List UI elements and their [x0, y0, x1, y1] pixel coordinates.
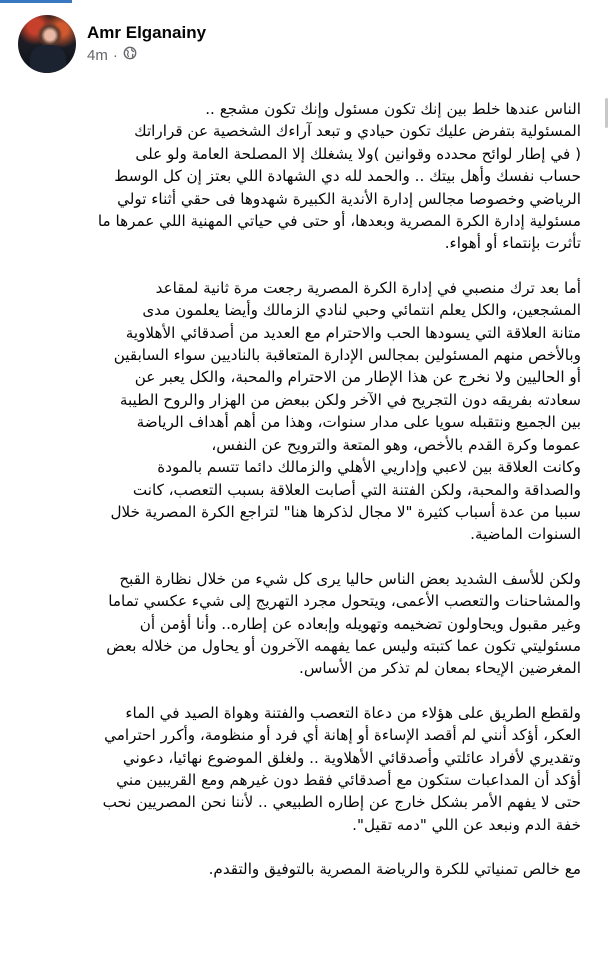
post-header: [18, 14, 206, 74]
post-text-line: خفة الدم ونبعد عن اللي "دمه تقيل".: [352, 815, 581, 834]
post-paragraph: [22, 858, 581, 880]
post-text-line: وغير مقبول ويحاولون تضخيمه وتهويله وإبعاده عن إطاره.. وأنا أؤمن أن: [139, 614, 581, 633]
post-text-line: عموما وكرة القدم بالأخص، وهو المتعة والترويح عن النفس،: [211, 435, 581, 454]
post-text-line: مسئوليتي تكون عما كتبته وليس عما يفهمه الآخرون أو يحاول من خلاله بعض: [106, 636, 581, 655]
post-text-line: ( في إطار لوائح محدده وقوانين )ولا يشغلك إلا المصلحة العامة ولو على: [135, 144, 581, 163]
post-text-line: تأثرت بإنتماء أو أهواء.: [444, 234, 581, 253]
post-text-line: والمشاحنات والتعصب الأعمى، ويتحول مجرد التهريج إلى شيء عكسي تماما: [108, 592, 581, 611]
post-text-line: مع خالص تمنياتي للكرة والرياضة المصرية بالتوفيق والتقدم.: [208, 860, 581, 879]
post-text-line: الناس عندها خلط بين إنك تكون مسئول وإنك تكون مشجع ..: [205, 100, 581, 118]
post-text-line: العكر، أؤكد أنني لم أقصد الإساءة أو إهانة أي فرد أو منظومة، وأكرر احترامي: [104, 726, 581, 745]
post-text-line: المشجعين، والكل يعلم انتمائي وحبي لنادي الزمالك وأيضا يعلمون مدى: [142, 301, 581, 320]
post-meta: [87, 22, 206, 66]
top-accent-bar: [0, 0, 72, 3]
post-text-line: المغرضين الإيحاء بمعان لم تذكر من الأساس.: [299, 659, 581, 678]
post-text-line: وكانت العلاقة بين لاعبي وإداريي الأهلي والزمالك دائما تتسم بالمودة: [157, 458, 581, 477]
avatar[interactable]: [18, 15, 76, 73]
post-text-line: وتقديري لأفراد عائلتي وأصدقائي الأهلاوية .. ولغلق الموضوع نهائيا، دعوني: [122, 748, 581, 767]
post-text-line: مسئولية إدارة الكرة المصرية وبعدها، أو حتى في حياتي المهنية اللي عمرها ما: [97, 212, 581, 231]
post-text-line: متانة العلاقة التي يسودها الحب والاحترام مع العديد من أصدقائي الأهلاوية: [125, 323, 581, 342]
post-text-line: المسئولية بتفرض عليك تكون حيادي و تبعد آراءك الشخصية عن قراراتك: [134, 122, 581, 141]
post-subline: [87, 46, 206, 66]
post-paragraph: [22, 98, 581, 255]
post-time[interactable]: 4m: [87, 47, 108, 64]
post-text-line: ولقطع الطريق على هؤلاء من دعاة التعصب والفتنة وهواة الصيد في الماء: [125, 703, 581, 722]
post-text-line: سببا من عدة أسباب كثيرة "لا مجال لذكرها هنا" لتراجع الكرة المصرية خلال: [110, 502, 581, 521]
post-paragraph: [22, 568, 581, 680]
author-name[interactable]: Amr Elganainy: [87, 23, 207, 42]
post-body: [22, 98, 581, 903]
post-text-line: والصداقة والمحبة، ولكن الفتنة التي أصابت العلاقة بسبب التعصب، كانت: [132, 480, 581, 499]
post-text-line: ولكن للأسف الشديد بعض الناس حاليا يرى كل شيء من خلال نظارة القبح: [119, 569, 581, 588]
post-text-line: أؤكد أن المداعبات ستكون مع أصدقائي فقط دون غيرهم ومع القريبين مني: [116, 770, 581, 789]
post-paragraph: [22, 277, 581, 546]
post-text-line: حتى لا يفهم الأمر بشكل خارج عن إطاره الطبيعي .. لأننا نحن المصريين نحب: [102, 793, 581, 812]
post-text-line: أما بعد ترك منصبي في إدارة الكرة المصرية رجعت مرة ثانية لمقاعد: [155, 278, 581, 297]
post-text-line: أو الحاليين ولا نخرج عن هذا الإطار من الاحترام والمحبة، والكل يعبر عن: [134, 368, 581, 387]
post-text-line: وبالأخص منهم المسئولين بمجالس الإدارة المتعاقبة بالناديين سواء السابقين: [113, 346, 581, 365]
post-text-line: سعادته بفريقه دون التجريح في الآخر ولكن ببعض من الهزار والروح الطيبة: [119, 390, 581, 409]
post-text-line: الرياضي وخصوصا مجالس إدارة الأندية الكبيرة شهدوها فى حقي أثناء تولي: [117, 189, 581, 208]
post-paragraph: [22, 702, 581, 836]
globe-icon-svg: [123, 46, 137, 60]
globe-icon[interactable]: [123, 46, 137, 66]
separator-dot: ·: [112, 47, 118, 64]
post-text-line: حساب نفسك وأهل بيتك .. والحمد لله دي الشهادة اللي بعتز إن كل الوسط: [114, 167, 581, 186]
post-text-line: السنوات الماضية.: [470, 525, 581, 544]
scrollbar[interactable]: [605, 98, 608, 128]
avatar-figure: [30, 45, 66, 73]
post-text-line: بين الجميع ونتقبله سويا على مدار سنوات، وهذا من أهم أهداف الرياضة: [136, 413, 581, 432]
